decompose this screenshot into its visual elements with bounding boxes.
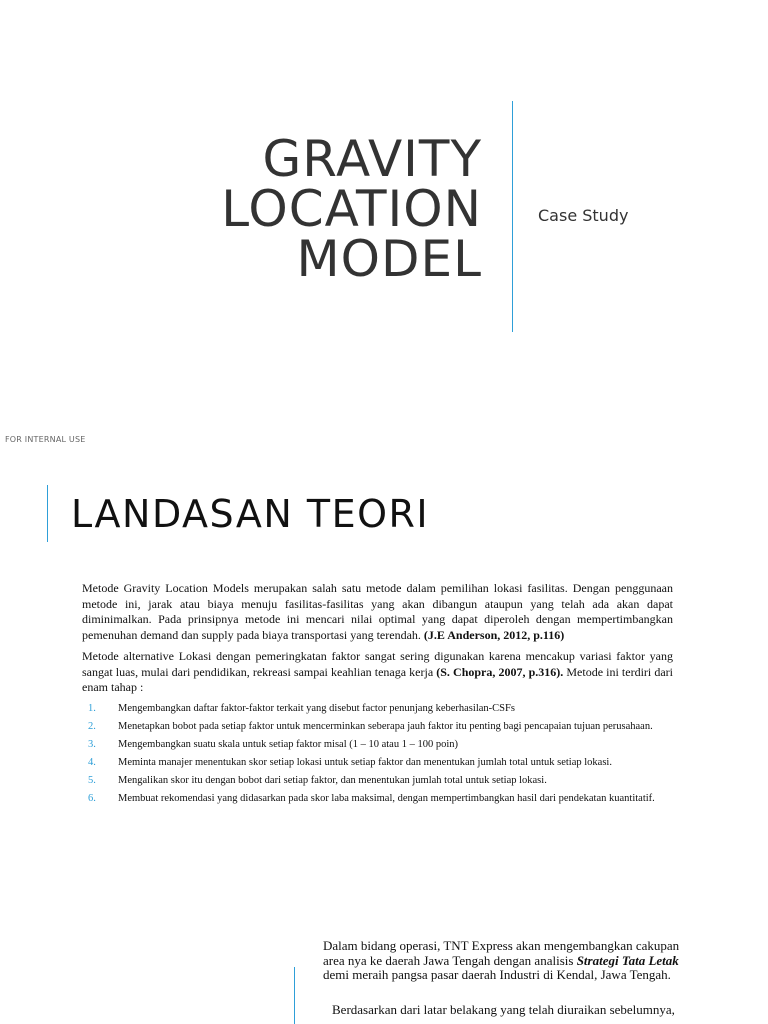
list-item-text: Mengembangkan daftar faktor-faktor terkait yang disebut factor penunjang keberhasilan-CSFs: [118, 702, 515, 714]
title-line: LOCATION: [221, 180, 482, 238]
title-divider-line: [512, 101, 513, 332]
list-item: [82, 756, 673, 770]
list-number: 5.: [88, 774, 96, 786]
paragraph-text: Metode Gravity Location Models merupakan salah satu metode dalam pemilihan lokasi fasilitas. Dengan penggunaan metode ini, jarak atau biaya menuju fasilitas-fasilitas yang akan dibangun ataupun yang telah ada akan dapat diminimalkan. Pada prinsipnya metode ini mencari nilai optimal yang dapat diperoleh dengan mempertimbangkan pemenuhan demand dan supply pada biaya transportasi yang terendah.: [82, 581, 673, 642]
slide-heading: LANDASAN TEORI: [71, 492, 430, 536]
heading-accent-line: [47, 485, 48, 542]
list-item: [82, 774, 673, 788]
paragraph-text: Dalam bidang operasi, TNT Express akan mengembangkan cakupan area nya ke daerah Jawa Tengah dengan analisis: [323, 938, 680, 968]
case-slide: [0, 885, 768, 1024]
citation: (J.E Anderson, 2012, p.116): [423, 627, 565, 642]
paragraph: [82, 581, 673, 643]
list-item-text: Mengembangkan suatu skala untuk setiap faktor misal (1 – 10 atau 1 – 100 poin): [118, 738, 459, 750]
theory-slide: [0, 455, 768, 885]
list-number: 4.: [88, 756, 96, 768]
emphasis-text: Strategi Tata Letak: [576, 952, 679, 968]
footer-note: FOR INTERNAL USE: [5, 435, 86, 444]
case-body: [323, 939, 699, 1017]
list-number: 3.: [88, 738, 96, 750]
theory-body: [82, 581, 673, 810]
list-number: 2.: [88, 720, 96, 732]
body-accent-line: [294, 967, 295, 1024]
list-number: 1.: [88, 702, 96, 714]
paragraph: [323, 939, 699, 983]
paragraph-text: Metode alternative Lokasi dengan pemeringkatan faktor sangat sering digunakan karena mencakup variasi faktor yang sangat luas, mulai dari pendidikan, rekreasi sampai keahlian tenaga kerja: [82, 649, 673, 679]
title-line: MODEL: [296, 230, 482, 288]
list-item: [82, 720, 673, 734]
list-item-text: Meminta manajer menentukan skor setiap lokasi untuk setiap faktor dan menentukan jumlah total untuk setiap lokasi.: [118, 756, 612, 768]
list-item: [82, 702, 673, 716]
paragraph: [82, 649, 673, 696]
slide-subtitle: Case Study: [538, 206, 629, 225]
steps-list: [82, 702, 673, 806]
list-item-text: Menetapkan bobot pada setiap faktor untuk mencerminkan seberapa jauh faktor itu penting bagi pencapaian tujuan perusahaan.: [118, 720, 653, 732]
title-slide: [0, 0, 768, 455]
slide-title: [221, 130, 482, 288]
paragraph-text: demi meraih pangsa pasar daerah Industri di Kendal, Jawa Tengah.: [323, 967, 671, 982]
title-line: GRAVITY: [262, 130, 482, 188]
citation: (S. Chopra, 2007, p.316).: [436, 664, 564, 679]
list-item-text: Membuat rekomendasi yang didasarkan pada skor laba maksimal, dengan mempertimbangkan hasil dari pendekatan kuantitatif.: [118, 792, 655, 804]
paragraph-text: Metode ini terdiri dari enam tahap :: [82, 664, 673, 694]
list-item: [82, 792, 673, 806]
paragraph: Berdasarkan dari latar belakang yang telah diuraikan sebelumnya,: [332, 1001, 675, 1017]
list-item: [82, 738, 673, 752]
list-number: 6.: [88, 792, 96, 804]
list-item-text: Mengalikan skor itu dengan bobot dari setiap faktor, dan menentukan jumlah total untuk setiap lokasi.: [118, 774, 547, 786]
